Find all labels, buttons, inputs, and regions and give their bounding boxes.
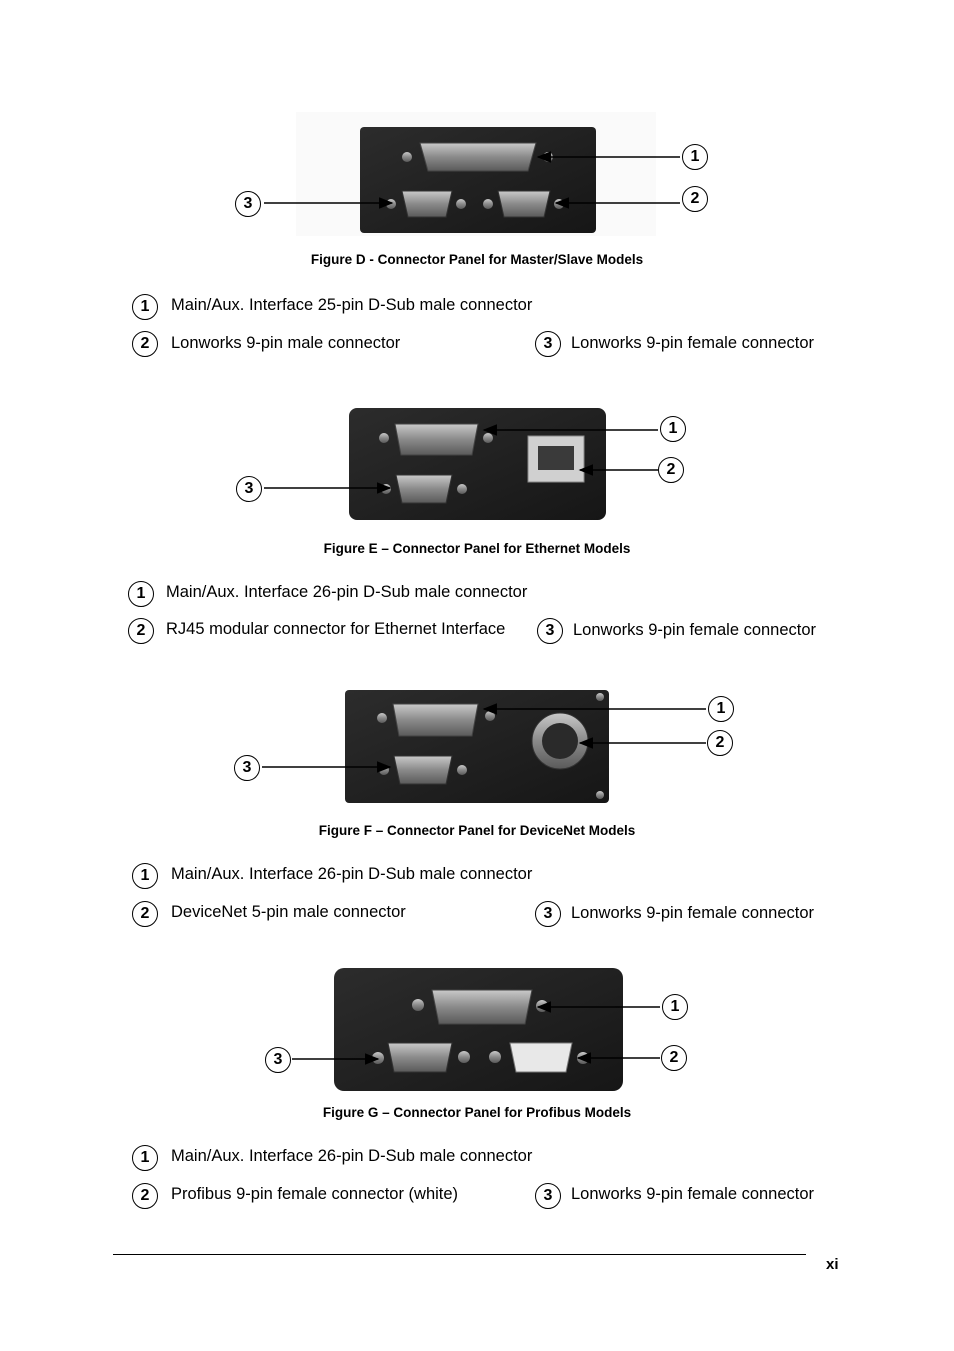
legend-g-num-1: 1	[132, 1145, 158, 1171]
figure-g-callout-2: 2	[661, 1045, 687, 1071]
legend-g-text-3: Lonworks 9-pin female connector	[571, 1185, 815, 1203]
legend-g-num-3: 3	[535, 1183, 561, 1209]
figure-g-photo	[292, 968, 660, 1091]
figure-f-caption: Figure F – Connector Panel for DeviceNet Models	[318, 823, 636, 838]
figure-g-callout-3: 3	[265, 1047, 291, 1073]
figure-d-callout-3: 3	[235, 191, 261, 217]
legend-e-num-3: 3	[537, 618, 563, 644]
legend-d-text-3: Lonworks 9-pin female connector	[571, 334, 815, 352]
figure-g-caption: Figure G – Connector Panel for Profibus Models	[322, 1105, 632, 1120]
figure-e-callout-3: 3	[236, 476, 262, 502]
legend-f-num-1: 1	[132, 863, 158, 889]
legend-f-text-2: DeviceNet 5-pin male connector	[171, 903, 406, 921]
legend-f-num-2: 2	[132, 901, 158, 927]
legend-e-num-1: 1	[128, 581, 154, 607]
figure-d-photo	[264, 112, 680, 236]
figure-e-callout-2: 2	[658, 457, 684, 483]
legend-f-text-1: Main/Aux. Interface 26-pin D-Sub male connector	[171, 865, 533, 883]
legend-d-text-2: Lonworks 9-pin male connector	[171, 334, 401, 352]
figure-e-callout-1: 1	[660, 416, 686, 442]
legend-f-num-3: 3	[535, 901, 561, 927]
figure-f-callout-2: 2	[707, 730, 733, 756]
footer-rule	[113, 1254, 806, 1255]
legend-e-text-3: Lonworks 9-pin female connector	[573, 621, 817, 639]
legend-d-num-1: 1	[132, 294, 158, 320]
legend-g-text-1: Main/Aux. Interface 26-pin D-Sub male connector	[171, 1147, 533, 1165]
legend-d-text-1: Main/Aux. Interface 25-pin D-Sub male connector	[171, 296, 533, 314]
figure-f-callout-1: 1	[708, 696, 734, 722]
figure-f-callout-3: 3	[234, 755, 260, 781]
legend-g-text-2: Profibus 9-pin female connector (white)	[171, 1185, 459, 1203]
legend-e-num-2: 2	[128, 618, 154, 644]
figure-e-caption: Figure E – Connector Panel for Ethernet Models	[323, 541, 631, 556]
figure-g-callout-1: 1	[662, 994, 688, 1020]
legend-d-num-3: 3	[535, 331, 561, 357]
figure-e-photo	[264, 408, 658, 520]
figure-d-callout-1: 1	[682, 144, 708, 170]
legend-f-text-3: Lonworks 9-pin female connector	[571, 904, 815, 922]
legend-e-text-2: RJ45 modular connector for Ethernet Interface	[166, 620, 506, 638]
legend-g-num-2: 2	[132, 1183, 158, 1209]
page-number: xi	[826, 1256, 839, 1273]
legend-e-text-1: Main/Aux. Interface 26-pin D-Sub male connector	[166, 583, 528, 601]
figure-f-photo	[262, 690, 706, 803]
legend-d-num-2: 2	[132, 331, 158, 357]
figure-d-caption: Figure D - Connector Panel for Master/Slave Models	[310, 252, 644, 267]
figure-d-callout-2: 2	[682, 186, 708, 212]
